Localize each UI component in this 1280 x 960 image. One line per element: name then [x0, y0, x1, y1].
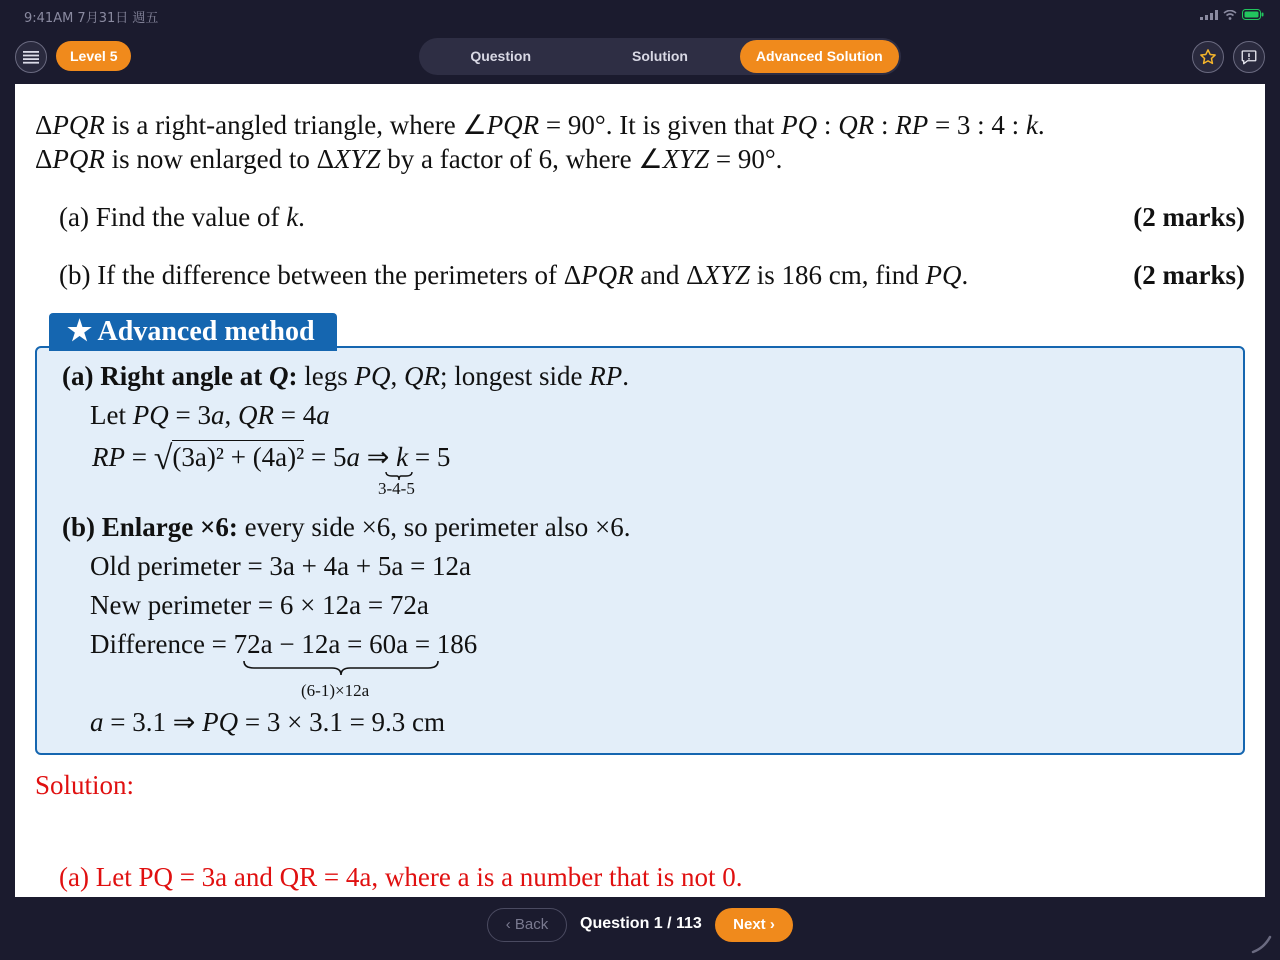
back-label: Back [514, 916, 549, 933]
status-icons [1200, 9, 1264, 20]
adv-a-let: Let PQ = 3a, QR = 4a [90, 400, 330, 430]
question-part-a [59, 200, 1245, 234]
tab-question[interactable]: Question [470, 48, 531, 64]
solution-label: Solution: [35, 770, 135, 800]
adv-a-rp-equation: RP = √(3a)² + (4a)² = 5a ⇒ k = 5 [92, 440, 451, 477]
bookmark-button[interactable] [1192, 41, 1224, 73]
solution-line-a: (a) Let PQ = 3a and QR = 4a, where a is a number that is not 0. [59, 862, 743, 892]
status-time: 9:41AM 7月31日 週五 [24, 11, 159, 26]
next-button[interactable] [715, 908, 793, 942]
adv-b-heading: (b) Enlarge ×6: every side ×6, so perimeter also ×6. [62, 512, 631, 542]
question-intro-line-1: ΔPQR is a right-angled triangle, where ∠PQR = 90°. It is given that PQ : QR : RP = 3 : 4 : k. [35, 110, 1045, 140]
sqrt-radicand: (3a)² + (4a)² [172, 442, 305, 472]
advanced-method-box [35, 346, 1245, 755]
mode-tabs [419, 38, 901, 75]
status-bar [0, 0, 1280, 30]
back-button[interactable] [487, 908, 567, 942]
resize-handle-icon[interactable] [1250, 932, 1272, 954]
question-panel [15, 84, 1265, 897]
tab-advanced-solution[interactable]: Advanced Solution [740, 40, 899, 73]
brace-label-3-4-5: 3-4-5 [378, 479, 415, 498]
underbrace-b [242, 659, 440, 677]
menu-button[interactable] [15, 41, 47, 73]
chevron-right-icon: › [765, 916, 775, 933]
adv-b-old-perimeter: Old perimeter = 3a + 4a + 5a = 12a [90, 551, 472, 581]
adv-b-final: a = 3.1 ⇒ PQ = 3 × 3.1 = 9.3 cm [90, 707, 446, 737]
level-badge: Level 5 [56, 41, 131, 71]
part-b-marks: (2 marks) [1133, 260, 1245, 290]
question-intro [35, 108, 1245, 176]
bottom-navigation [0, 897, 1280, 960]
tab-solution[interactable]: Solution [631, 48, 688, 64]
hamburger-menu-icon [23, 50, 39, 64]
question-intro-line-2: ΔPQR is now enlarged to ΔXYZ by a factor of 6, where ∠XYZ = 90°. [35, 144, 783, 174]
advanced-method-header: ★ Advanced method [49, 313, 337, 351]
chevron-left-icon: ‹ [505, 916, 515, 933]
top-toolbar [0, 30, 1280, 84]
battery-icon [1242, 9, 1264, 20]
part-a-marks: (2 marks) [1133, 202, 1245, 232]
star-icon [1199, 48, 1217, 66]
wifi-icon [1223, 10, 1237, 20]
feedback-icon [1240, 48, 1258, 66]
adv-b-difference: Difference = 72a − 12a = 60a = 186 [90, 629, 478, 659]
question-part-b [59, 258, 1245, 292]
adv-b-new-perimeter: New perimeter = 6 × 12a = 72a [90, 590, 429, 620]
question-counter: Question 1 / 113 [580, 915, 702, 932]
next-label: Next [733, 916, 766, 933]
part-b-text: (b) If the difference between the perimeters of ΔPQR and ΔXYZ is 186 cm, find PQ. [59, 260, 969, 290]
sqrt-symbol: √ [153, 440, 173, 477]
adv-a-heading: (a) Right angle at Q: legs PQ, QR; longest side RP. [62, 361, 629, 391]
part-a-text: (a) Find the value of k. [59, 202, 305, 232]
feedback-button[interactable] [1233, 41, 1265, 73]
signal-icon [1200, 10, 1218, 20]
brace-label-6-1-12a: (6-1)×12a [301, 681, 370, 700]
